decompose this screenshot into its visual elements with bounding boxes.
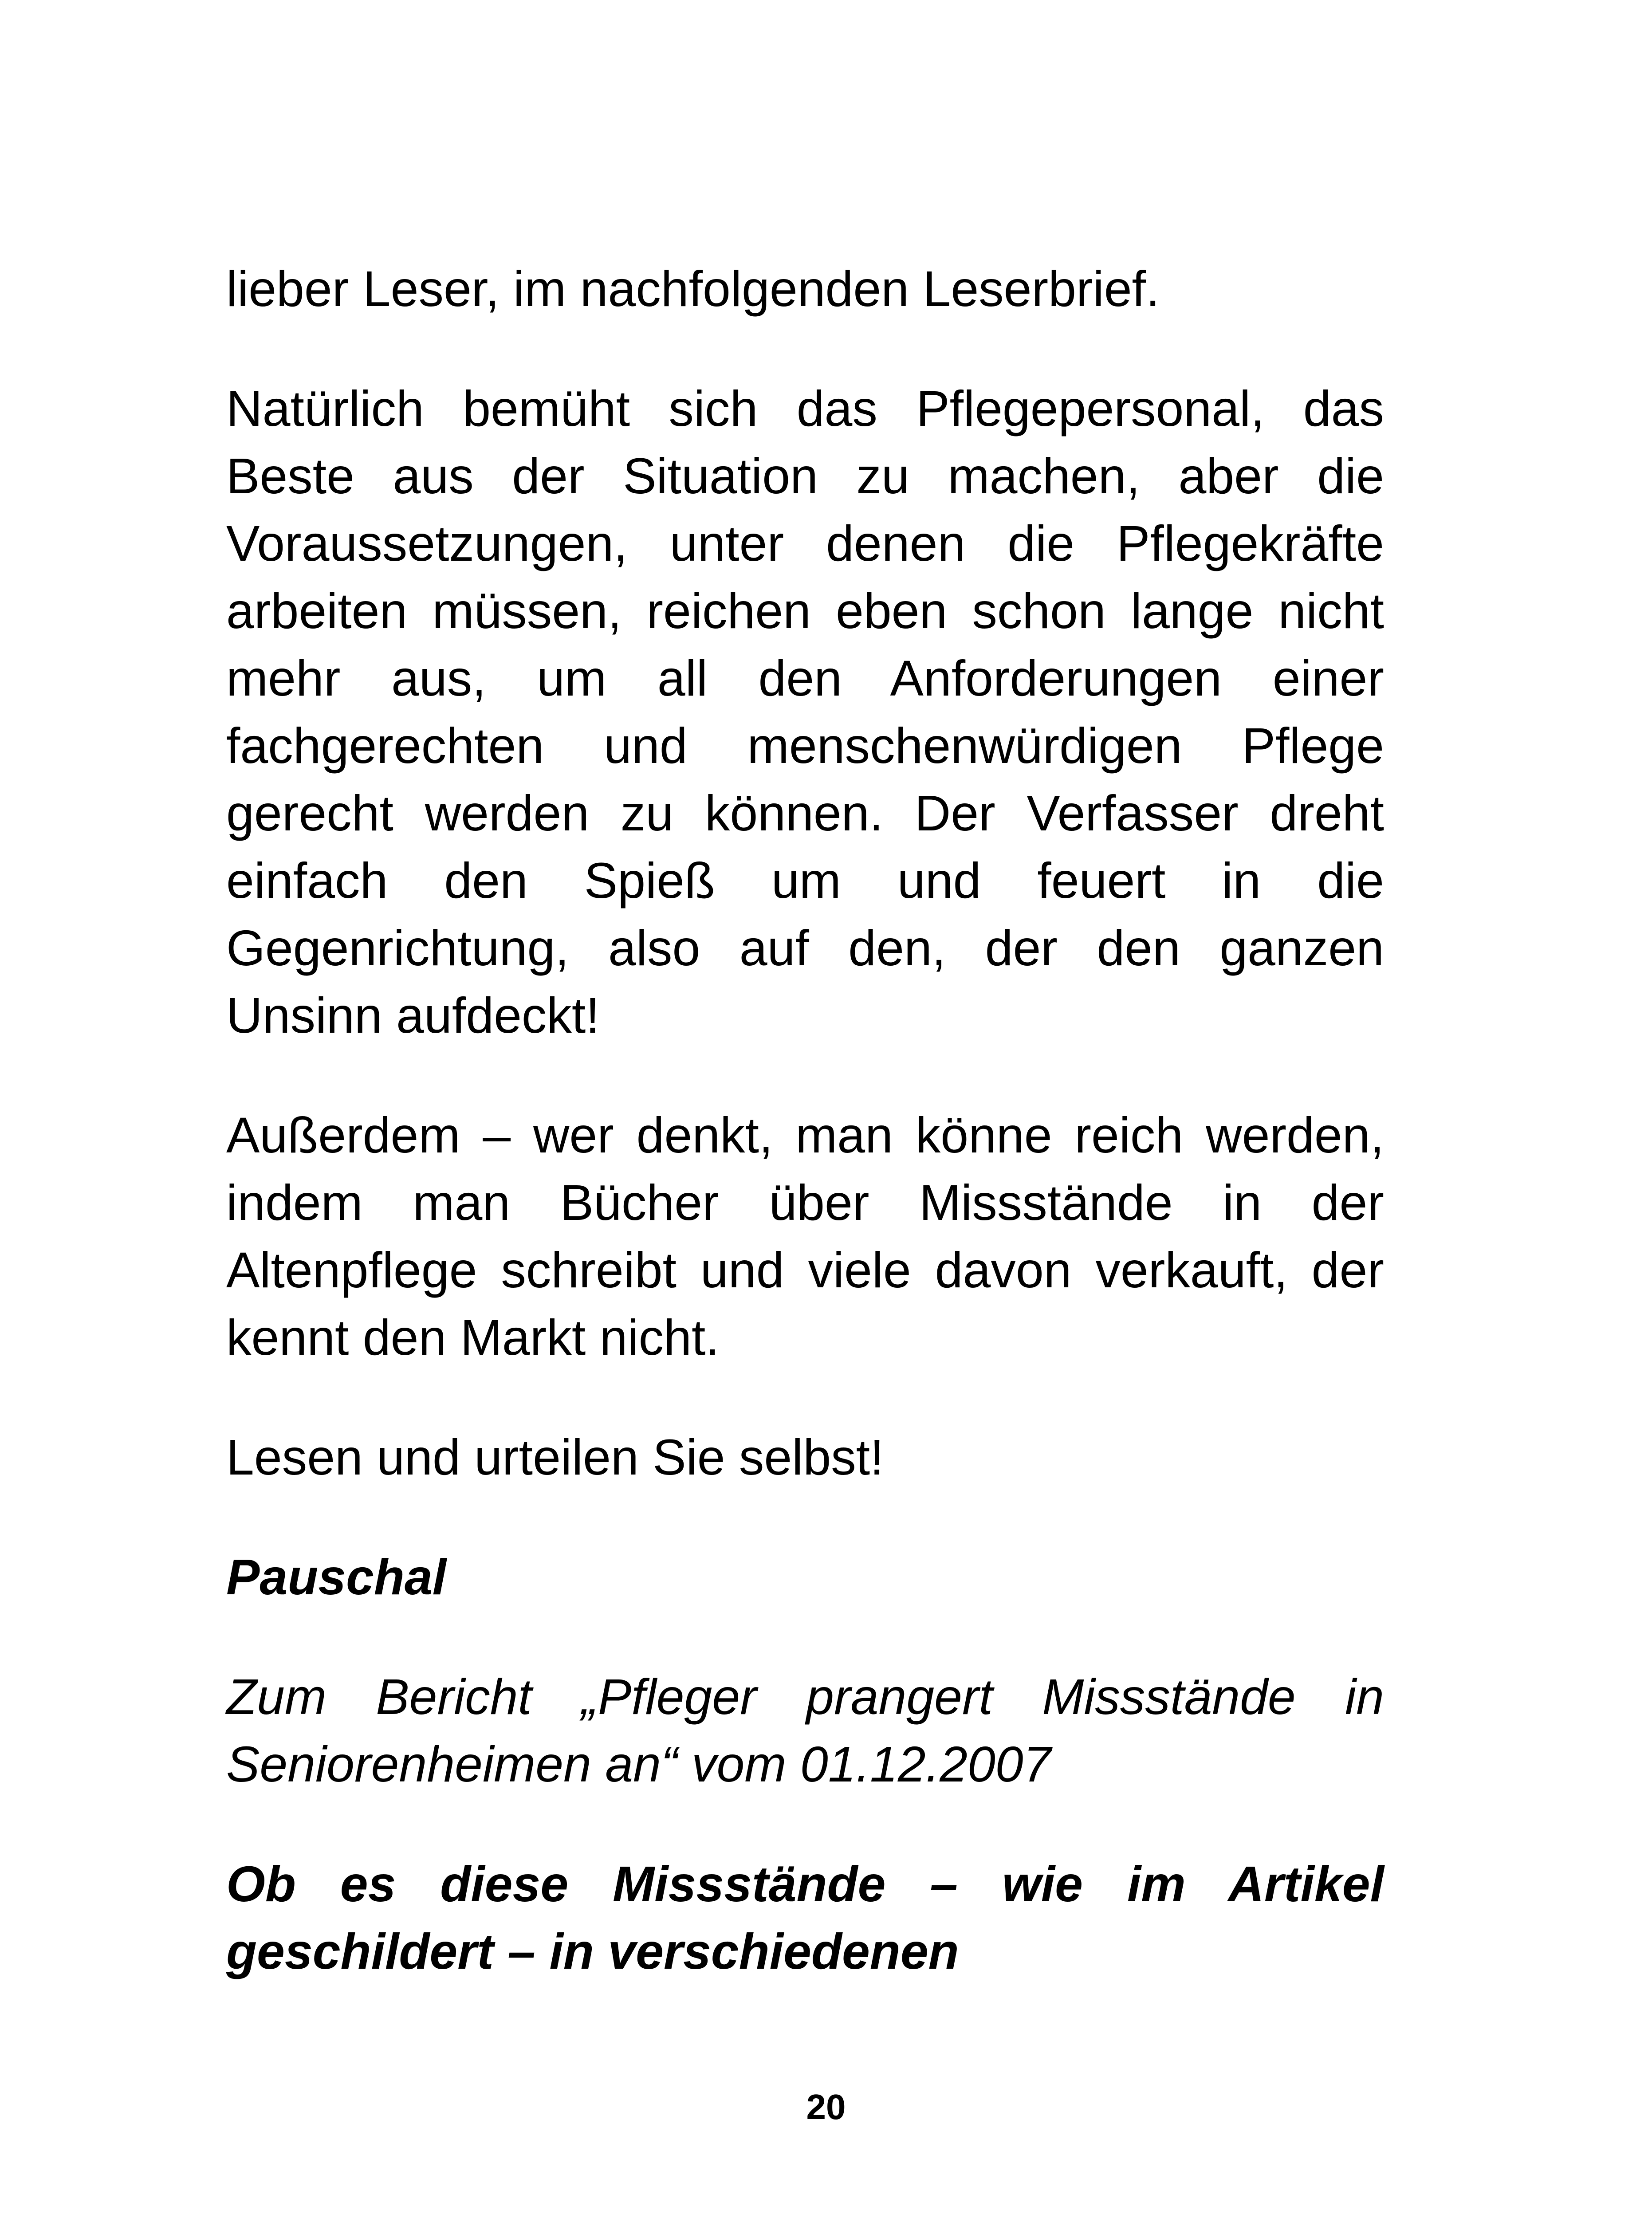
body-text [226,255,1384,2037]
page-number: 20 [806,2087,846,2127]
letter-reference: Zum Bericht „Pfleger prangert Missstände in Seniorenheimen an“ vom 01.12.2007 [226,1669,1384,1792]
letter-heading: Pauschal [226,1549,447,1605]
letter-lead: Ob es diese Missstände – wie im Artikel geschildert – in verschiedenen [226,1856,1384,1979]
paragraph-read-and-judge: Lesen und urteilen Sie selbst! [226,1429,884,1485]
paragraph-intro-continuation: lieber Leser, im nachfolgenden Leserbrief. [226,261,1160,317]
paragraph-market: Außerdem – wer denkt, man könne reich werden, indem man Bücher über Missstände in der Altenpflege schreibt und viele davon verkauft, der kennt den Markt nicht. [226,1107,1384,1365]
paragraph-care-staff: Natürlich bemüht sich das Pflegepersonal, das Beste aus der Situation zu machen, aber die Voraussetzungen, unter denen die Pflegekräfte arbeiten müssen, reichen eben schon lange nicht mehr aus, um all den Anforderungen einer fachgerechten und menschenwürdigen Pflege gerecht werden zu können. Der Verfasser dreht einfach den Spieß um und feuert in die Gegenrichtung, also auf den, der den ganzen Unsinn aufdeckt! [226,381,1384,1043]
